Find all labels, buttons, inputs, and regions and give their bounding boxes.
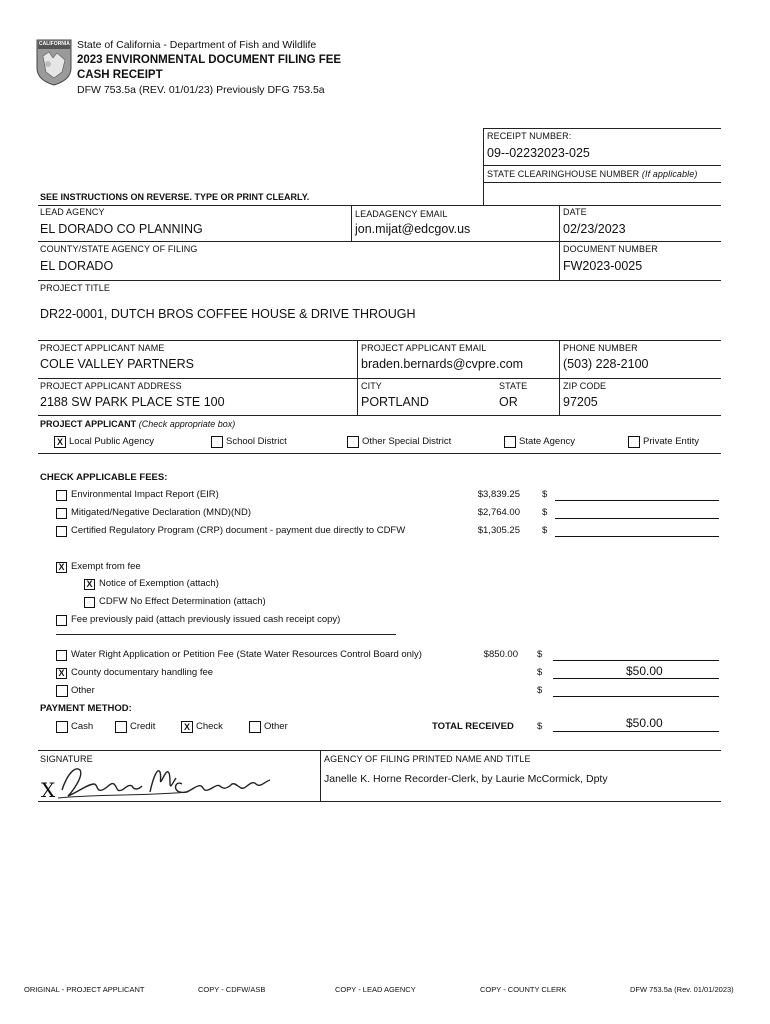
zip-value[interactable]: 97205 — [563, 395, 598, 409]
county-label: COUNTY/STATE AGENCY OF FILING — [40, 244, 198, 254]
seal-label: CALIFORNIA — [39, 41, 70, 47]
private-entity-checkbox[interactable] — [628, 436, 640, 448]
eir-label: Environmental Impact Report (EIR) — [71, 489, 219, 500]
applicant-email-label: PROJECT APPLICANT EMAIL — [361, 343, 487, 353]
water-right-amount-line[interactable] — [553, 660, 719, 661]
total-received-value[interactable]: $50.00 — [626, 716, 663, 730]
lead-agency-label: LEAD AGENCY — [40, 207, 105, 217]
clearinghouse-label-text: STATE CLEARINGHOUSE NUMBER — [487, 169, 640, 179]
mnd-checkbox[interactable] — [56, 508, 67, 519]
school-district-label: School District — [226, 436, 287, 447]
county-fee-checkbox[interactable]: X — [56, 668, 67, 679]
check-label: Check — [196, 721, 223, 732]
footer-copy-cdfw: COPY - CDFW/ASB — [198, 985, 266, 994]
local-public-agency-label: Local Public Agency — [69, 436, 155, 447]
form-id: DFW 753.5a (REV. 01/01/23) Previously DFG 753.5a — [77, 84, 325, 96]
receipt-number-label: RECEIPT NUMBER: — [487, 131, 572, 141]
project-title-label: PROJECT TITLE — [40, 283, 110, 293]
other-fee-dollar-sign: $ — [537, 685, 543, 696]
crp-label: Certified Regulatory Program (CRP) document - payment due directly to CDFW — [71, 525, 406, 536]
other-special-district-label: Other Special District — [362, 436, 452, 447]
footer-form-revision: DFW 753.5a (Rev. 01/01/2023) — [630, 985, 734, 994]
lead-agency-email-value[interactable]: jon.mijat@edcgov.us — [355, 222, 471, 236]
phone-label: PHONE NUMBER — [563, 343, 638, 353]
applicant-name-value[interactable]: COLE VALLEY PARTNERS — [40, 357, 194, 371]
city-value[interactable]: PORTLAND — [361, 395, 429, 409]
signature-x-mark: X — [41, 778, 56, 802]
eir-amount-line[interactable] — [555, 500, 719, 501]
crp-dollar-sign: $ — [542, 525, 548, 536]
payment-method-heading: PAYMENT METHOD: — [40, 703, 132, 714]
noe-checkbox[interactable]: X — [84, 579, 95, 590]
zip-label: ZIP CODE — [563, 381, 607, 391]
footer-copy-county-clerk: COPY - COUNTY CLERK — [480, 985, 567, 994]
state-agency-checkbox[interactable] — [504, 436, 516, 448]
water-right-fee: $850.00 — [483, 649, 518, 660]
credit-label: Credit — [130, 721, 156, 732]
other-payment-checkbox[interactable] — [249, 721, 261, 733]
fee-previously-paid-label: Fee previously paid (attach previously issued cash receipt copy) — [71, 614, 341, 625]
filing-agency-value[interactable]: Janelle K. Horne Recorder-Clerk, by Laurie McCormick, Dpty — [324, 773, 608, 785]
lead-agency-email-label: LEADAGENCY EMAIL — [355, 209, 448, 219]
state-value[interactable]: OR — [499, 395, 518, 409]
fee-previously-paid-checkbox[interactable] — [56, 615, 67, 626]
applicant-type-heading — [40, 419, 235, 429]
mnd-amount-line[interactable] — [555, 518, 719, 519]
county-fee-amount[interactable]: $50.00 — [626, 664, 663, 678]
applicant-address-label: PROJECT APPLICANT ADDRESS — [40, 381, 182, 391]
date-value[interactable]: 02/23/2023 — [563, 222, 626, 236]
total-dollar-sign: $ — [537, 721, 543, 732]
total-received-label: TOTAL RECEIVED — [432, 721, 514, 732]
document-number-value[interactable]: FW2023-0025 — [563, 259, 643, 273]
no-effect-checkbox[interactable] — [84, 597, 95, 608]
eir-dollar-sign: $ — [542, 489, 548, 500]
exempt-label: Exempt from fee — [71, 561, 141, 572]
crp-fee: $1,305.25 — [477, 525, 520, 536]
county-fee-label: County documentary handling fee — [71, 667, 214, 678]
no-effect-label: CDFW No Effect Determination (attach) — [99, 596, 266, 607]
other-fee-amount-line[interactable] — [553, 696, 719, 697]
school-district-checkbox[interactable] — [211, 436, 223, 448]
form-subtitle: CASH RECEIPT — [77, 69, 163, 81]
state-agency-label: State Agency — [519, 436, 575, 447]
cash-label: Cash — [71, 721, 94, 732]
water-right-label: Water Right Application or Petition Fee (State Water Resources Control Board only) — [71, 649, 422, 660]
date-label: DATE — [563, 207, 587, 217]
other-special-district-checkbox[interactable] — [347, 436, 359, 448]
mnd-label: Mitigated/Negative Declaration (MND)(ND) — [71, 507, 252, 518]
county-fee-dollar-sign: $ — [537, 667, 543, 678]
crp-amount-line[interactable] — [555, 536, 719, 537]
other-fee-label: Other — [71, 685, 95, 696]
mnd-fee: $2,764.00 — [477, 507, 520, 518]
crp-checkbox[interactable] — [56, 526, 67, 537]
state-label: STATE — [499, 381, 528, 391]
handwritten-signature — [58, 762, 283, 802]
local-public-agency-checkbox[interactable]: X — [54, 436, 66, 448]
applicant-email-value[interactable]: braden.bernards@cvpre.com — [361, 357, 524, 371]
document-number-label: DOCUMENT NUMBER — [563, 244, 658, 254]
project-title-value[interactable]: DR22-0001, DUTCH BROS COFFEE HOUSE & DRIVE THROUGH — [40, 307, 416, 321]
other-fee-checkbox[interactable] — [56, 685, 68, 697]
applicant-type-note: (Check appropriate box) — [138, 419, 236, 429]
lead-agency-value[interactable]: EL DORADO CO PLANNING — [40, 222, 203, 236]
agency-name: State of California - Department of Fish and Wildlife — [77, 39, 317, 51]
water-right-dollar-sign: $ — [537, 649, 543, 660]
applicant-type-label: PROJECT APPLICANT — [40, 419, 137, 429]
clearinghouse-note: (If applicable) — [641, 169, 698, 179]
eir-fee: $3,839.25 — [477, 489, 520, 500]
private-entity-label: Private Entity — [643, 436, 699, 447]
state-seal-logo — [35, 38, 73, 86]
eir-checkbox[interactable] — [56, 490, 67, 501]
exempt-checkbox[interactable]: X — [56, 562, 67, 573]
instructions-text: SEE INSTRUCTIONS ON REVERSE. TYPE OR PRINT CLEARLY. — [40, 192, 310, 202]
check-checkbox[interactable]: X — [181, 721, 193, 733]
receipt-number-value: 09--02232023-025 — [487, 146, 590, 160]
filing-agency-label: AGENCY OF FILING PRINTED NAME AND TITLE — [324, 754, 531, 764]
cash-checkbox[interactable] — [56, 721, 68, 733]
phone-value[interactable]: (503) 228-2100 — [563, 357, 649, 371]
applicant-address-value[interactable]: 2188 SW PARK PLACE STE 100 — [40, 395, 225, 409]
water-right-checkbox[interactable] — [56, 650, 67, 661]
clearinghouse-label — [487, 169, 697, 179]
city-label: CITY — [361, 381, 382, 391]
noe-label: Notice of Exemption (attach) — [99, 578, 219, 589]
signature-label: SIGNATURE — [40, 754, 93, 764]
mnd-dollar-sign: $ — [542, 507, 548, 518]
form-title: 2023 ENVIRONMENTAL DOCUMENT FILING FEE — [77, 54, 342, 66]
footer-copy-lead-agency: COPY - LEAD AGENCY — [335, 985, 416, 994]
credit-checkbox[interactable] — [115, 721, 127, 733]
fees-heading: CHECK APPLICABLE FEES: — [40, 472, 168, 483]
applicant-name-label: PROJECT APPLICANT NAME — [40, 343, 165, 353]
other-payment-label: Other — [264, 721, 288, 732]
footer-original-project-applicant: ORIGINAL - PROJECT APPLICANT — [24, 985, 145, 994]
county-value[interactable]: EL DORADO — [40, 259, 114, 273]
